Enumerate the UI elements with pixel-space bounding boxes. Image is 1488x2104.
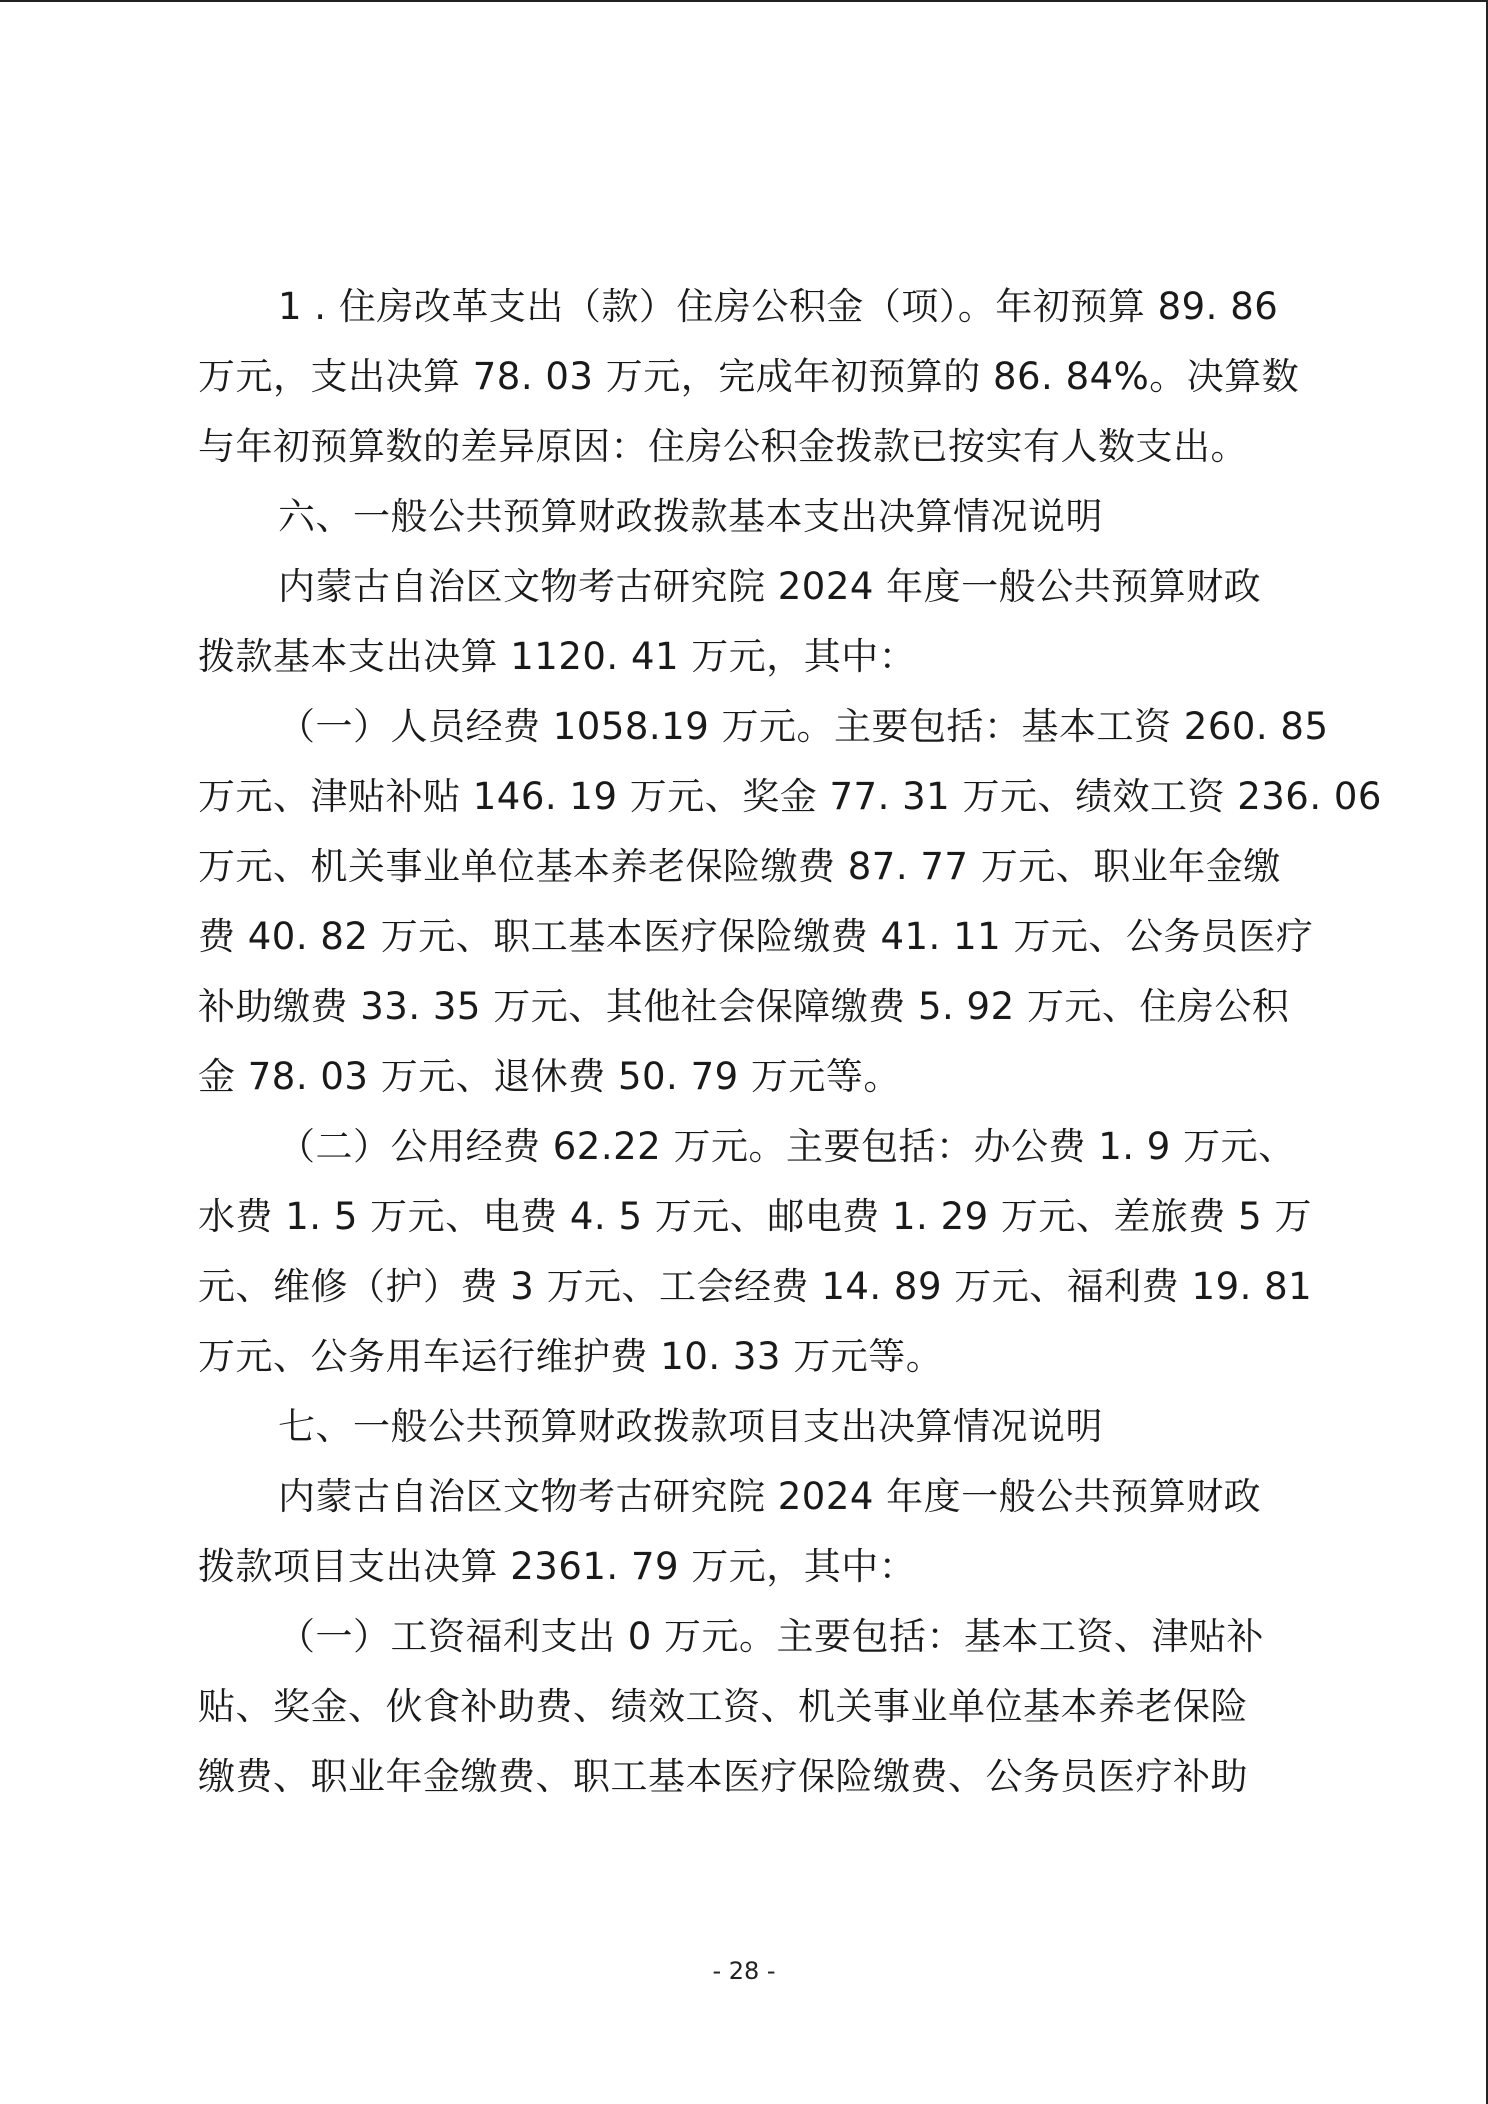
- paragraph-line: 金 78. 03 万元、退休费 50. 79 万元等。: [198, 1055, 901, 1098]
- paragraph-line: 水费 1. 5 万元、电费 4. 5 万元、邮电费 1. 29 万元、差旅费 5 万: [198, 1195, 1312, 1238]
- paragraph-line: 万元，支出决算 78. 03 万元，完成年初预算的 86. 84%。决算数: [198, 355, 1300, 398]
- paragraph-line: 缴费、职业年金缴费、职工基本医疗保险缴费、公务员医疗补助: [198, 1755, 1248, 1798]
- paragraph-line: 万元、津贴补贴 146. 19 万元、奖金 77. 31 万元、绩效工资 236. 06: [198, 775, 1382, 818]
- paragraph-line: 与年初预算数的差异原因：住房公积金拨款已按实有人数支出。: [198, 425, 1248, 468]
- section-heading: 六、一般公共预算财政拨款基本支出决算情况说明: [278, 495, 1103, 538]
- paragraph-line: （二）公用经费 62.22 万元。主要包括：办公费 1. 9 万元、: [278, 1125, 1296, 1168]
- paragraph-line: 元、维修（护）费 3 万元、工会经费 14. 89 万元、福利费 19. 81: [198, 1265, 1313, 1308]
- paragraph-line: 万元、公务用车运行维护费 10. 33 万元等。: [198, 1335, 944, 1378]
- paragraph-line: 1 . 住房改革支出（款）住房公积金（项）。年初预算 89. 86: [278, 285, 1279, 328]
- paragraph-line: 万元、机关事业单位基本养老保险缴费 87. 77 万元、职业年金缴: [198, 845, 1281, 888]
- paragraph-line: 费 40. 82 万元、职工基本医疗保险缴费 41. 11 万元、公务员医疗: [198, 915, 1314, 958]
- page-number: - 28 -: [712, 1957, 776, 1985]
- paragraph-line: 拨款项目支出决算 2361. 79 万元，其中：: [198, 1545, 917, 1588]
- paragraph-line: 补助缴费 33. 35 万元、其他社会保障缴费 5. 92 万元、住房公积: [198, 985, 1290, 1028]
- paragraph-line: 拨款基本支出决算 1120. 41 万元，其中：: [198, 635, 917, 678]
- paragraph-line: 贴、奖金、伙食补助费、绩效工资、机关事业单位基本养老保险: [198, 1685, 1248, 1728]
- section-heading: 七、一般公共预算财政拨款项目支出决算情况说明: [278, 1405, 1103, 1448]
- paragraph-line: 内蒙古自治区文物考古研究院 2024 年度一般公共预算财政: [278, 565, 1262, 608]
- paragraph-line: 内蒙古自治区文物考古研究院 2024 年度一般公共预算财政: [278, 1475, 1262, 1518]
- paragraph-line: （一）工资福利支出 0 万元。主要包括：基本工资、津贴补: [278, 1615, 1265, 1658]
- paragraph-line: （一）人员经费 1058.19 万元。主要包括：基本工资 260. 85: [278, 705, 1329, 748]
